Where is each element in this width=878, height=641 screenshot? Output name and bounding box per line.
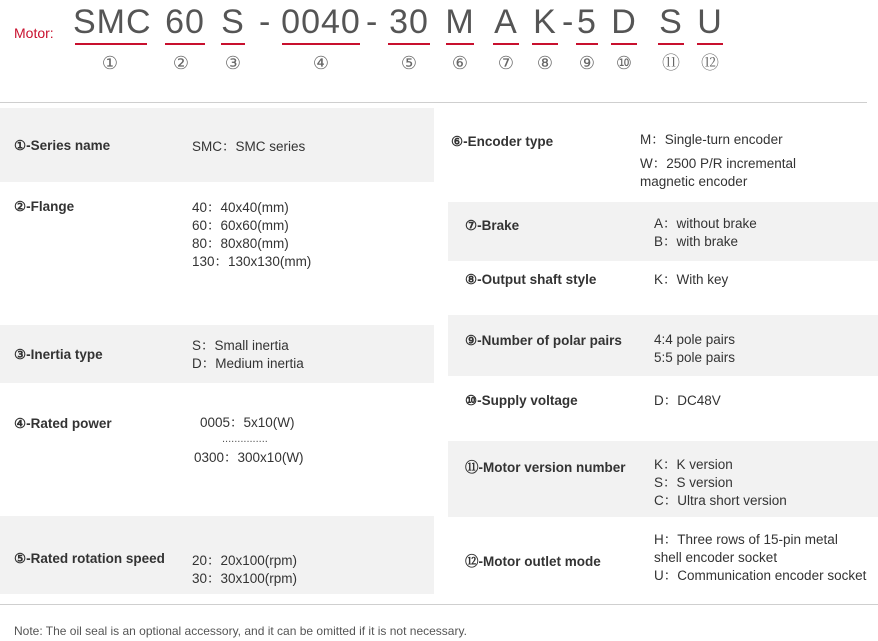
row-value: U：Communication encoder socket xyxy=(654,568,867,583)
row-value: 5:5 pole pairs xyxy=(654,350,736,365)
code-segment-flange: 60 xyxy=(165,3,205,41)
segment-underline xyxy=(282,43,360,45)
code-number: ② xyxy=(172,53,190,73)
code-number: ⑪ xyxy=(662,53,680,73)
motor-label: Motor: xyxy=(14,25,54,41)
row-value: B：with brake xyxy=(654,234,739,249)
code-segment-poles: 5 xyxy=(577,3,597,41)
row-value: W：2500 P/R incremental xyxy=(640,156,797,171)
code-number: ③ xyxy=(224,53,242,73)
row-value: H：Three rows of 15-pin metal xyxy=(654,532,838,547)
segment-underline xyxy=(221,43,245,45)
segment-underline xyxy=(75,43,147,45)
divider-line xyxy=(0,604,878,605)
row-label-rated-power: ④-Rated power xyxy=(14,416,112,431)
code-number: ⑥ xyxy=(451,53,469,73)
code-number: ④ xyxy=(312,53,330,73)
row-value: S：Small inertia xyxy=(192,338,289,353)
code-number: ⑨ xyxy=(578,53,596,73)
row-value: 80：80x80(mm) xyxy=(192,236,289,251)
row-label-rated-speed: ⑤-Rated rotation speed xyxy=(14,551,165,566)
row-value: A：without brake xyxy=(654,216,757,231)
code-dash: - xyxy=(562,3,574,41)
row-value: 130：130x130(mm) xyxy=(192,254,312,269)
segment-underline xyxy=(165,43,205,45)
code-segment-shaft: K xyxy=(533,3,557,41)
code-number: ⑤ xyxy=(400,53,418,73)
code-segment-speed: 30 xyxy=(389,3,429,41)
code-segment-series: SMC xyxy=(73,3,152,41)
row-value: magnetic encoder xyxy=(640,174,748,189)
row-value: SMC：SMC series xyxy=(192,139,306,154)
segment-underline xyxy=(532,43,558,45)
code-segment-brake: A xyxy=(494,3,518,41)
code-segment-inertia: S xyxy=(221,3,245,41)
code-segment-power: 0040 xyxy=(281,3,361,41)
row-value: M：Single-turn encoder xyxy=(640,132,783,147)
code-segment-version: S xyxy=(659,3,683,41)
segment-underline xyxy=(658,43,684,45)
row-value: 0005：5x10(W) xyxy=(200,415,295,430)
code-segment-encoder: M xyxy=(445,3,475,41)
ellipsis-dots: ............... xyxy=(222,433,268,445)
row-label-outlet-mode: ⑫-Motor outlet mode xyxy=(465,554,601,569)
segment-underline xyxy=(493,43,519,45)
row-label-encoder-type: ⑥-Encoder type xyxy=(451,134,554,149)
segment-underline xyxy=(697,43,723,45)
row-value: 20：20x100(rpm) xyxy=(192,553,298,568)
code-segment-voltage: D xyxy=(611,3,637,41)
row-value: S：S version xyxy=(654,475,733,490)
row-label-inertia-type: ③-Inertia type xyxy=(14,347,103,362)
row-value: 0300：300x10(W) xyxy=(194,450,304,465)
row-value: K：With key xyxy=(654,272,729,287)
code-number: ① xyxy=(101,53,119,73)
code-number: ⑦ xyxy=(497,53,515,73)
footnote: Note: The oil seal is an optional accessory, and it can be omitted if it is not necessary. xyxy=(14,624,467,638)
row-label-motor-version: ⑪-Motor version number xyxy=(465,460,626,475)
row-value: D：Medium inertia xyxy=(192,356,304,371)
code-number: ⑫ xyxy=(701,53,719,73)
code-segment-outlet: U xyxy=(697,3,723,41)
divider-line xyxy=(0,102,867,103)
row-label-polar-pairs: ⑨-Number of polar pairs xyxy=(465,333,622,348)
code-dash: - xyxy=(366,3,378,41)
row-value: 4:4 pole pairs xyxy=(654,332,736,347)
segment-underline xyxy=(446,43,474,45)
row-value: 60：60x60(mm) xyxy=(192,218,289,233)
code-dash: - xyxy=(259,3,271,41)
row-value: shell encoder socket xyxy=(654,550,778,565)
segment-underline xyxy=(388,43,430,45)
row-value: 40：40x40(mm) xyxy=(192,200,289,215)
row-value: C：Ultra short version xyxy=(654,493,787,508)
row-value: 30：30x100(rpm) xyxy=(192,571,298,586)
code-number: ⑧ xyxy=(536,53,554,73)
code-number: ⑩ xyxy=(615,53,633,73)
row-label-brake: ⑦-Brake xyxy=(465,218,520,233)
row-label-flange: ②-Flange xyxy=(14,199,75,214)
row-label-output-shaft: ⑧-Output shaft style xyxy=(465,272,597,287)
row-value: K：K version xyxy=(654,457,733,472)
row-label-supply-voltage: ⑩-Supply voltage xyxy=(465,393,578,408)
segment-underline xyxy=(611,43,637,45)
row-label-series-name: ①-Series name xyxy=(14,138,111,153)
segment-underline xyxy=(576,43,598,45)
row-value: D：DC48V xyxy=(654,393,721,408)
